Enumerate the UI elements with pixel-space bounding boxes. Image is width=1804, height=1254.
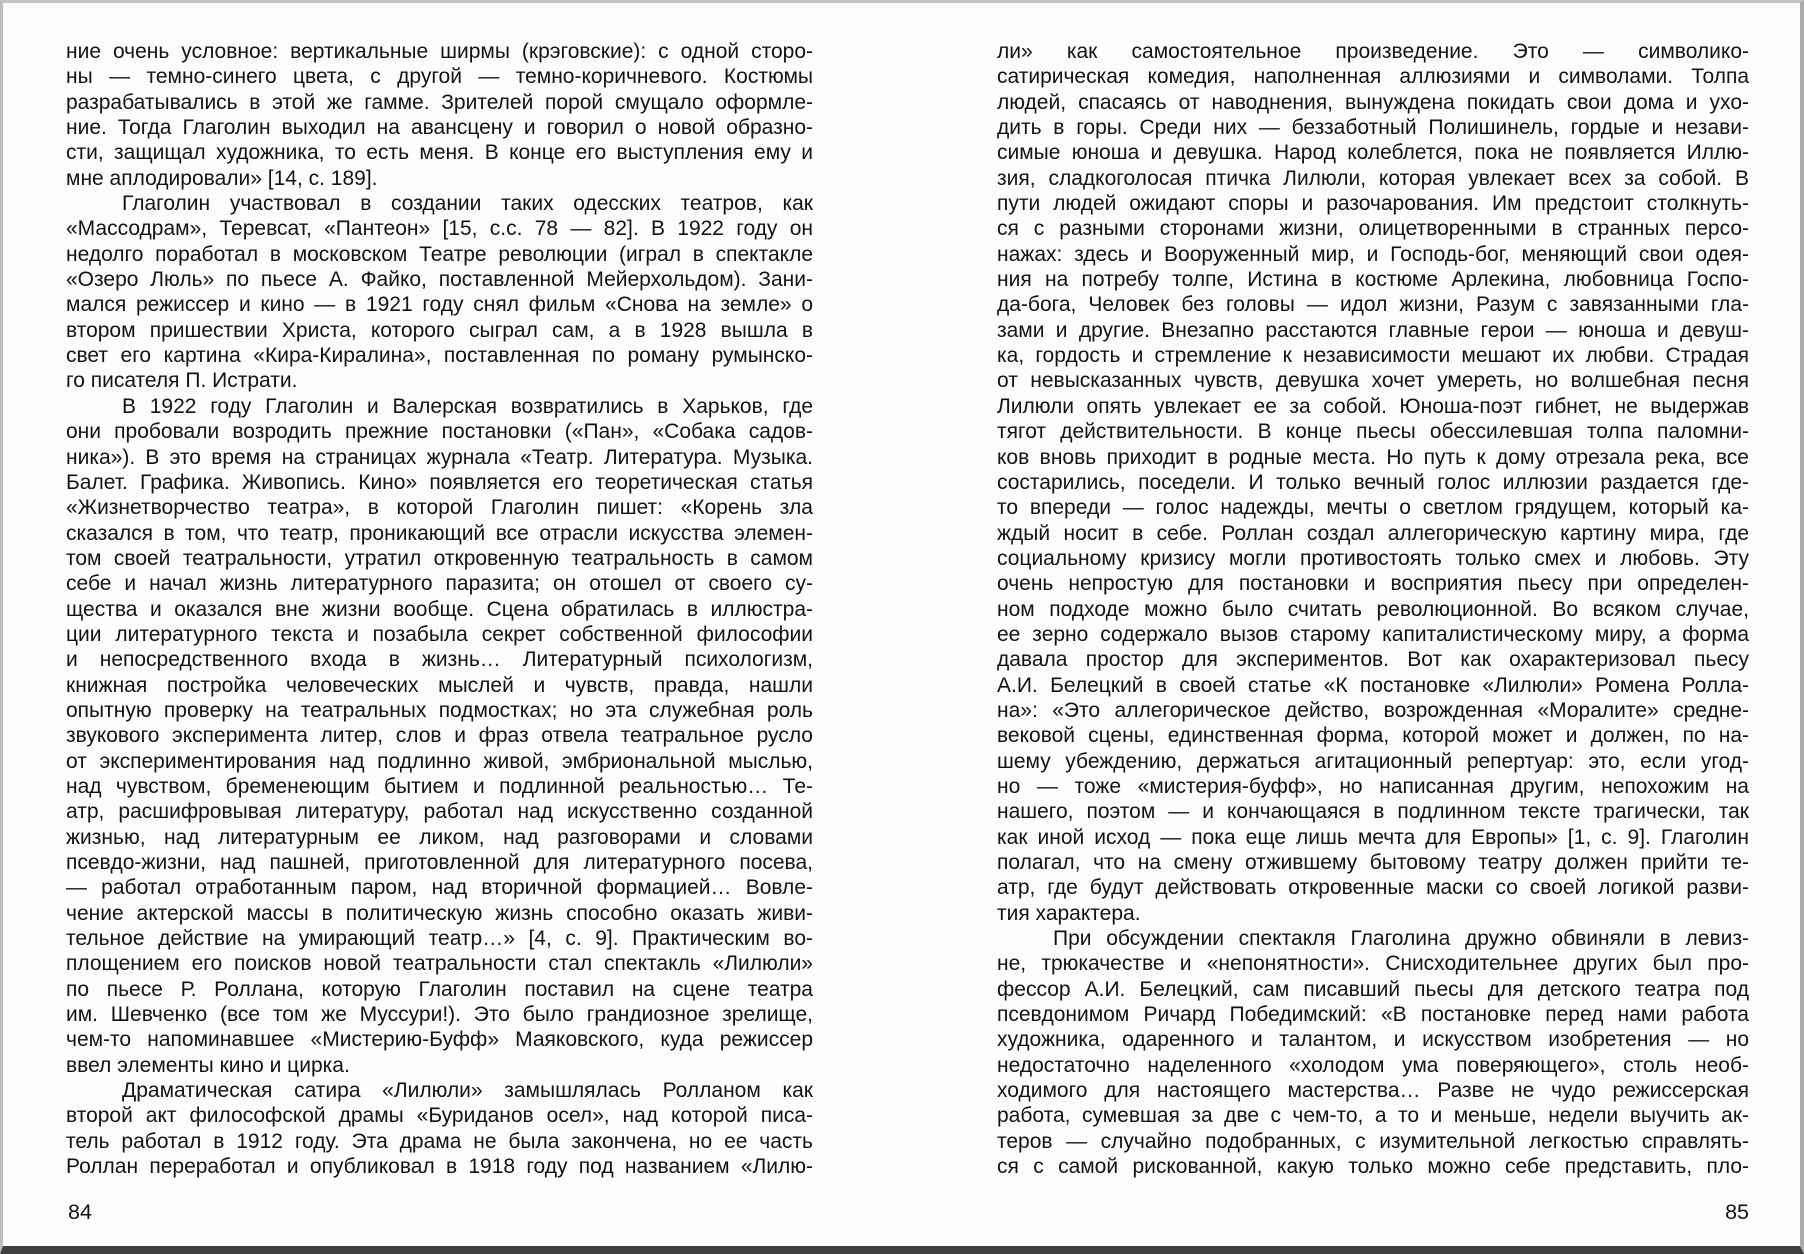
text-line: состарились, поседели. И только вечный голос иллюзии раздается где- [997, 470, 1749, 494]
text-line: ние очень условное: вертикальные ширмы (крэговские): с одной сторо- [66, 40, 813, 63]
text-line: им. Шевченко (все том же Муссури!). Это было грандиозное зрелище, [66, 1003, 813, 1027]
text-line: атр, расшифровывая литературу, работал над искусственно созданной [66, 800, 813, 824]
text-line: ны — темно-синего цвета, с другой — темно-коричневого. Костюмы [66, 65, 813, 89]
text-line: недолго поработал в московском Театре революции (играл в спектакле [66, 242, 813, 266]
text-line: ника»). В это время на страницах журнала «Театр. Литература. Музыка. [66, 445, 813, 469]
text-line: сти, защищал художника, то есть меня. В конце его выступления ему и [66, 141, 813, 165]
text-line: ном подходе можно было считать революционной. Во всяком случае, [997, 597, 1749, 621]
text-line: ждый носит в себе. Роллан создал аллегорическую картину мира, где [997, 521, 1749, 545]
page-number-right: 85 [1725, 1200, 1749, 1224]
text-line: Роллан переработал и опубликовал в 1918 году под названием «Лилю- [66, 1155, 813, 1179]
text-line: нашего, поэтом — и кончающаяся в подлинном тексте трагически, так [997, 800, 1749, 824]
text-line: шему убеждению, держаться агитационный репертуар: это, если угод- [997, 749, 1749, 773]
text-line: от невысказанных чувств, девушка хочет умереть, но волшебная песня [997, 369, 1749, 393]
text-line: они пробовали возродить прежние постановки («Пан», «Собака садов- [66, 420, 813, 444]
paragraph [66, 394, 813, 1078]
text-line: дить в горы. Среди них — беззаботный Полишинель, гордые и незави- [997, 116, 1749, 140]
text-line: щества и оказался вне жизни вообще. Сцена обратилась в иллюстра- [66, 597, 813, 621]
text-line: А.И. Белецкий в своей статье «К постановке «Лилюли» Ромена Ролла- [997, 673, 1749, 697]
text-line: ходимого для настоящего мастерства… Разве не чудо режиссерская [997, 1079, 1749, 1103]
text-line: но — тоже «мистерия-буфф», но написанная другим, непохожим на [997, 774, 1749, 798]
page-right-text-column [997, 39, 1749, 1179]
text-line: ка, гордость и стремление к независимости мешают их любви. Страдая [997, 344, 1749, 368]
text-line: людей, спасаясь от наводнения, вынуждена покидать свои дома и ухо- [997, 90, 1749, 114]
text-line: Балет. Графика. Живопись. Кино» появляется его теоретическая статья [66, 470, 813, 494]
text-line: ся с разными сторонами жизни, олицетворенными в странных персо- [997, 217, 1749, 241]
text-line: на»: «Это аллегорическое действо, возрожденная «Моралите» средне- [997, 698, 1749, 722]
text-line: свет его картина «Кира-Киралина», поставленная по роману румынско- [66, 344, 813, 368]
text-line: ее зерно содержало вызов старому капиталистическому миру, а форма [997, 622, 1749, 646]
text-line: «Озеро Люль» по пьесе А. Файко, поставленной Мейерхольдом). Зани- [66, 268, 813, 292]
text-line: В 1922 году Глаголин и Валерская возвратились в Харьков, где [122, 394, 813, 418]
text-line: по пьесе Р. Роллана, которую Глаголин поставил на сцене театра [66, 977, 813, 1001]
paragraph [66, 1078, 813, 1179]
text-line: чем-то напоминавшее «Мистерию-Буфф» Маяковского, куда режиссер [66, 1028, 813, 1052]
text-line: ния на потребу толпе, Истина в костюме Арлекина, любовница Госпо- [997, 268, 1749, 292]
text-line: и непосредственного входа в жизнь… Литературный психологизм, [66, 648, 813, 672]
text-line: да-бога, Человек без головы — идол жизни, Разум с завязанными гла- [997, 293, 1749, 317]
text-line: жизнью, над литературным ее ликом, над разговорами и словами [66, 825, 813, 849]
text-line: При обсуждении спектакля Глаголина дружно обвиняли в левиз- [1053, 927, 1749, 951]
text-line: «Жизнетворчество театра», в которой Глаголин пишет: «Корень зла [66, 496, 813, 520]
text-line: работа, сумевшая за две с чем-то, а то и меньше, недели выучить ак- [997, 1104, 1749, 1128]
text-line: как иной исход — пока еще лишь мечта для Европы» [1, с. 9]. Глаголин [997, 825, 1749, 849]
text-line: Драматическая сатира «Лилюли» замышлялась Ролланом как [122, 1079, 813, 1103]
text-line: пути людей ожидают споры и разочарования. Им предстоит столкнуть- [997, 192, 1749, 216]
text-line: ков вновь приходит в родные места. Но путь к дому отрезала река, все [997, 445, 1749, 469]
text-line: площением его поисков новой театральности стал спектакль «Лилюли» [66, 952, 813, 976]
text-line: ние. Тогда Глаголин выходил на авансцену и говорил о новой образно- [66, 116, 813, 140]
text-line: ся с самой рискованной, какую только можно себе представить, пло- [997, 1155, 1749, 1179]
text-line: Лилюли опять увлекает ее за собой. Юноша-поэт гибнет, не выдержав [997, 394, 1749, 418]
text-line: «Массодрам», Теревсат, «Пантеон» [15, с.с. 78 — 82]. В 1922 году он [66, 217, 813, 241]
text-line: не, трюкачестве и «непонятности». Снисходительнее других был про- [997, 952, 1749, 976]
text-line: симые юноша и девушка. Народ колеблется, пока не появляется Иллю- [997, 141, 1749, 165]
text-line: книжная постройка человеческих мыслей и чувств, правда, нашли [66, 673, 813, 697]
text-line: атр, где будут действовать откровенные маски со своей логикой разви- [997, 876, 1749, 900]
text-line: псевдо-жизни, над пашней, приготовленной для литературного посева, [66, 851, 813, 874]
text-line: ции литературного текста и позабыла секрет собственной философии [66, 622, 813, 646]
page-number-left: 84 [68, 1200, 92, 1224]
text-line: то впереди — голос надежды, мечты о светлом грядущем, который ка- [997, 496, 1749, 520]
text-line: нажах: здесь и Вооруженный мир, и Господь-бог, меняющий свои одея- [997, 242, 1749, 266]
text-line: зами и другие. Внезапно расстаются главные герои — юноша и девуш- [997, 318, 1749, 342]
paragraph [997, 926, 1749, 1179]
text-line: чение актерской массы в политическую жизнь способно оказать живи- [66, 901, 813, 925]
page-left-text-column [66, 39, 813, 1179]
text-line: ли» как самостоятельное произведение. Это — символико- [997, 40, 1749, 63]
text-line: сказался в том, что театр, проникающий все отрасли искусства элемен- [66, 521, 813, 545]
text-line: очень непростую для постановки и восприятия пьесу при определен- [997, 572, 1749, 596]
text-line: от экспериментирования над подлинно живой, эмбриональной мыслью, [66, 749, 813, 773]
text-line: второй акт философской драмы «Буриданов осел», над которой писа- [66, 1104, 813, 1128]
text-line: опытную проверку на театральных подмостках; но эта служебная роль [66, 698, 813, 722]
text-line: художника, одаренного и талантом, и искусством изобретения — но [997, 1028, 1749, 1052]
text-line: социальному кризису могли противостоять только смех и любовь. Эту [997, 546, 1749, 570]
text-line: теров — случайно подобранных, с изумительной легкостью справлять- [997, 1129, 1749, 1153]
text-line: — работал отработанным паром, над вторичной формацией… Вовле- [66, 876, 813, 900]
text-line: псевдонимом Ричард Победимский: «В постановке перед нами работа [997, 1003, 1749, 1027]
text-line: Глаголин участвовал в создании таких одесских театров, как [122, 192, 813, 216]
text-line: тия характера. [997, 901, 1141, 925]
text-line: зия, сладкоголосая птичка Лилюли, которая увлекает всех за собой. В [997, 166, 1749, 190]
text-line: втором пришествии Христа, которого сыграл сам, а в 1928 вышла в [66, 318, 813, 342]
text-line: над чувством, бременеющим бытием и подлинной реальностью… Те- [66, 774, 813, 798]
text-line: мался режиссер и кино — в 1921 году снял фильм «Снова на земле» о [66, 293, 813, 317]
text-line: давала простор для экспериментов. Вот как охарактеризовал пьесу [997, 648, 1749, 672]
text-line: сатирическая комедия, наполненная аллюзиями и символами. Толпа [997, 65, 1749, 89]
text-line: тягот действительности. В конце пьесы обессилевшая толпа паломни- [997, 420, 1749, 444]
text-line: вековой сцены, единственная форма, которой может и должен, по на- [997, 724, 1749, 748]
text-line: недостаточно наделенного «холодом ума поверяющего», столь необ- [997, 1053, 1749, 1077]
text-line: тель работал в 1912 году. Эта драма не была закончена, но ее часть [66, 1129, 813, 1153]
text-line: звукового эксперимента литер, слов и фраз отвела театральное русло [66, 724, 813, 748]
text-line: ввел элементы кино и цирка. [66, 1053, 350, 1077]
text-line: тельное действие на умирающий театр…» [4, с. 9]. Практическим во- [66, 927, 813, 951]
text-line: себе и начал жизнь литературного паразита; он отошел от своего су- [66, 572, 813, 596]
text-line: том своей театральности, утратил откровенную театральность в самом [66, 546, 813, 570]
text-line: мне аплодировали» [14, с. 189]. [66, 166, 378, 190]
paragraph [997, 39, 1749, 926]
paragraph [66, 191, 813, 394]
paragraph [66, 39, 813, 191]
text-line: полагал, что на смену отжившему бытовому театру должен прийти те- [997, 851, 1749, 874]
text-line: го писателя П. Истрати. [66, 369, 298, 393]
text-line: разрабатывались в этой же гамме. Зрителей порой смущало оформле- [66, 90, 813, 114]
text-line: фессор А.И. Белецкий, сам писавший пьесы для детского театра под [997, 977, 1749, 1001]
